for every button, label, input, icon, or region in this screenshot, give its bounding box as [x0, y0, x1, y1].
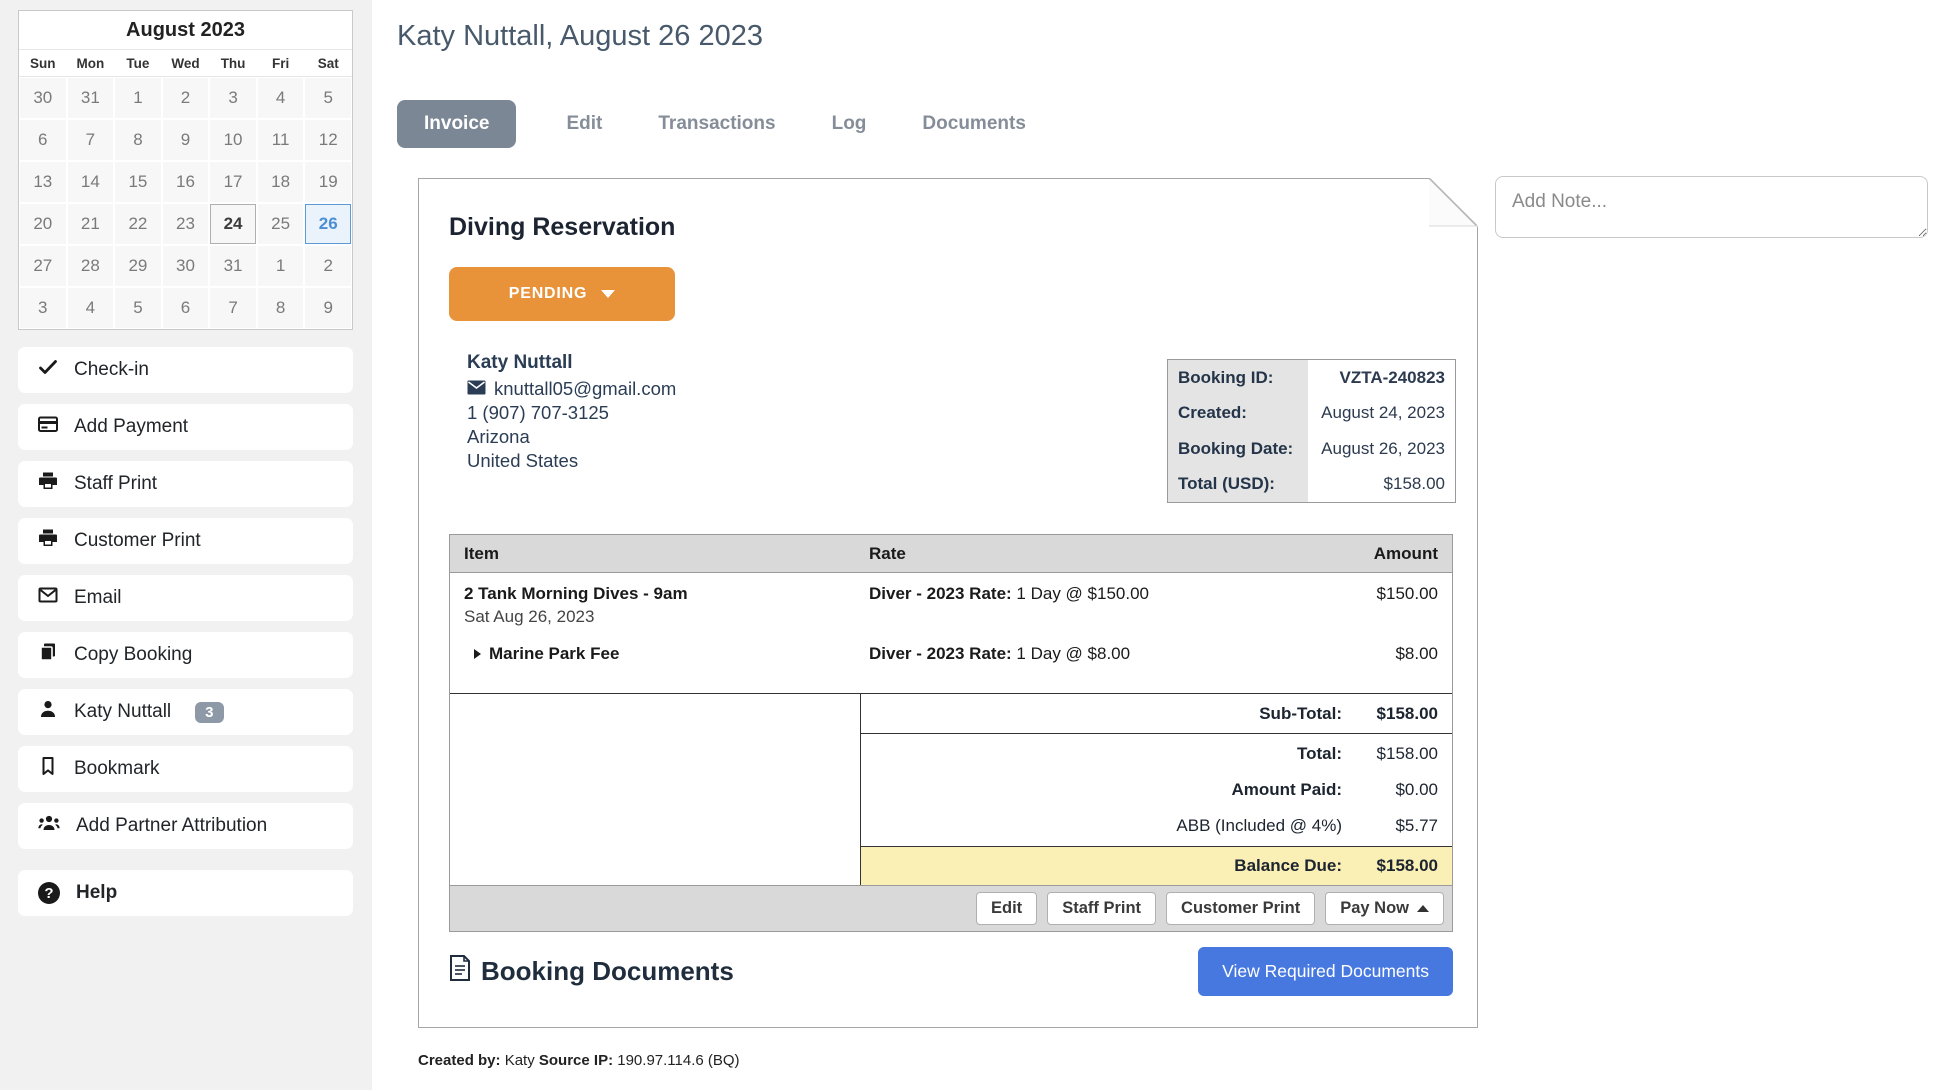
booking-documents-section	[449, 947, 1453, 996]
booking-info-row	[1168, 360, 1455, 396]
credit-card-icon	[38, 414, 58, 440]
rate-value: 1 Day @ $8.00	[1016, 644, 1131, 663]
question-icon: ?	[38, 882, 60, 904]
calendar-day[interactable]: 9	[305, 288, 351, 328]
calendar-day[interactable]: 7	[210, 288, 256, 328]
created-by-value: Katy	[504, 1052, 535, 1069]
calendar	[18, 10, 353, 330]
subtotal-label: Sub-Total:	[1259, 703, 1342, 723]
booking-id-value: VZTA-240823	[1339, 367, 1445, 387]
created-by-line	[418, 1052, 740, 1069]
document-icon	[449, 955, 471, 988]
calendar-day-selected[interactable]: 26	[305, 204, 351, 244]
source-ip-label: Source IP:	[538, 1052, 614, 1069]
check-icon	[38, 357, 58, 383]
copy-booking-button[interactable]	[18, 632, 353, 678]
tab-bar	[397, 100, 1032, 148]
item-amount: $8.00	[1395, 644, 1438, 663]
subtotal-value: $158.00	[1376, 703, 1438, 723]
total-row	[861, 736, 1452, 772]
totals-box	[860, 694, 1452, 885]
amount-paid-row	[861, 772, 1452, 808]
invoice-items-table	[449, 534, 1453, 932]
view-required-documents-button[interactable]: View Required Documents	[1198, 947, 1453, 996]
calendar-dayname: Sun	[30, 55, 56, 71]
table-row	[450, 635, 1452, 693]
booking-date-value: August 26, 2023	[1321, 438, 1445, 458]
calendar-dayname: Wed	[171, 55, 200, 71]
col-item: Item	[464, 543, 499, 563]
calendar-day[interactable]: 14	[68, 162, 114, 202]
amount-paid-value: $0.00	[1395, 780, 1438, 799]
customer-count-badge: 3	[195, 702, 223, 723]
booking-documents-heading-row	[449, 955, 734, 988]
calendar-day[interactable]: 16	[163, 162, 209, 202]
calendar-day[interactable]: 3	[20, 288, 66, 328]
pay-now-label: Pay Now	[1340, 899, 1409, 917]
folded-corner	[1429, 178, 1478, 227]
tab-transactions[interactable]: Transactions	[652, 100, 781, 148]
booking-documents-heading: Booking Documents	[481, 956, 734, 986]
booking-id-label: Booking ID:	[1168, 360, 1308, 396]
booking-date-label: Booking Date:	[1168, 431, 1308, 467]
status-label: PENDING	[508, 285, 588, 302]
calendar-dayname: Mon	[76, 55, 105, 71]
customer-country: United States	[467, 450, 579, 471]
calendar-day[interactable]: 7	[68, 120, 114, 160]
balance-due-value: $158.00	[1376, 856, 1438, 875]
total-label: Total:	[1296, 744, 1342, 763]
bookmark-button[interactable]	[18, 746, 353, 792]
sidebar-item-label: Staff Print	[74, 473, 158, 494]
add-note-input[interactable]	[1495, 176, 1928, 238]
calendar-day-today[interactable]: 24	[210, 204, 256, 244]
item-name: Marine Park Fee	[489, 644, 620, 663]
customer-print-action-button[interactable]: Customer Print	[1166, 892, 1315, 925]
staff-print-action-button[interactable]: Staff Print	[1047, 892, 1156, 925]
add-payment-button[interactable]	[18, 404, 353, 450]
item-amount: $150.00	[1376, 584, 1438, 603]
calendar-day[interactable]: 17	[210, 162, 256, 202]
calendar-day[interactable]: 29	[115, 246, 161, 286]
sidebar-item-label: Bookmark	[74, 758, 160, 779]
calendar-day[interactable]: 22	[115, 204, 161, 244]
calendar-dayname: Sat	[317, 55, 339, 71]
calendar-day[interactable]: 30	[163, 246, 209, 286]
rate-value: 1 Day @ $150.00	[1016, 584, 1149, 603]
item-name: 2 Tank Morning Dives - 9am	[464, 584, 688, 603]
calendar-day[interactable]: 5	[115, 288, 161, 328]
subtotal-row	[861, 694, 1452, 734]
source-ip-value: 190.97.114.6 (BQ)	[617, 1052, 740, 1069]
calendar-day[interactable]: 28	[68, 246, 114, 286]
calendar-day[interactable]: 9	[163, 120, 209, 160]
expand-caret-icon[interactable]	[474, 649, 481, 659]
booking-info-row	[1168, 467, 1455, 503]
check-in-button[interactable]	[18, 347, 353, 393]
totals-section	[450, 693, 1452, 885]
calendar-day[interactable]: 2	[163, 78, 209, 118]
page-title: Katy Nuttall, August 26 2023	[397, 20, 763, 52]
col-amount: Amount	[1373, 543, 1438, 563]
calendar-day[interactable]: 25	[258, 204, 304, 244]
booking-info-table	[1167, 359, 1456, 503]
calendar-day[interactable]: 10	[210, 120, 256, 160]
totals-middle	[861, 734, 1452, 847]
tab-edit[interactable]: Edit	[560, 100, 608, 148]
customer-profile-button[interactable]	[18, 689, 353, 735]
customer-print-button[interactable]	[18, 518, 353, 564]
add-partner-attribution-button[interactable]	[18, 803, 353, 849]
calendar-day[interactable]: 2	[305, 246, 351, 286]
amount-paid-label: Amount Paid:	[1231, 780, 1342, 799]
calendar-day[interactable]: 27	[20, 246, 66, 286]
tab-documents[interactable]: Documents	[916, 100, 1031, 148]
users-icon	[38, 813, 60, 839]
calendar-day[interactable]: 6	[20, 120, 66, 160]
calendar-day[interactable]: 19	[305, 162, 351, 202]
table-row	[450, 573, 1452, 635]
created-label: Created:	[1168, 396, 1308, 432]
calendar-day[interactable]: 6	[163, 288, 209, 328]
calendar-day[interactable]: 15	[115, 162, 161, 202]
calendar-day[interactable]: 12	[305, 120, 351, 160]
person-icon	[38, 699, 58, 725]
calendar-day[interactable]: 13	[20, 162, 66, 202]
calendar-grid	[19, 77, 352, 329]
chevron-up-icon	[1417, 905, 1429, 912]
tab-log[interactable]: Log	[826, 100, 873, 148]
sidebar-item-label: Email	[74, 587, 122, 608]
chevron-down-icon	[601, 290, 615, 298]
customer-phone: 1 (907) 707-3125	[467, 402, 609, 423]
customer-name: Katy Nuttall	[467, 352, 573, 373]
email-button[interactable]	[18, 575, 353, 621]
abb-label: ABB (Included @ 4%)	[1176, 816, 1342, 835]
total-usd-label: Total (USD):	[1168, 467, 1308, 503]
booking-info-row	[1168, 431, 1455, 467]
rate-label: Diver - 2023 Rate:	[869, 644, 1012, 663]
copy-icon	[38, 642, 58, 668]
balance-due-label: Balance Due:	[1234, 856, 1342, 875]
created-value: August 24, 2023	[1321, 403, 1445, 423]
calendar-day[interactable]: 1	[258, 246, 304, 286]
calendar-day[interactable]: 8	[258, 288, 304, 328]
calendar-dayname: Tue	[126, 55, 150, 71]
help-button[interactable]	[18, 870, 353, 916]
sidebar-item-label: Help	[76, 882, 118, 903]
invoice-actions-bar	[450, 885, 1452, 931]
calendar-day[interactable]: 31	[68, 78, 114, 118]
booking-info-row	[1168, 396, 1455, 432]
calendar-day[interactable]: 3	[210, 78, 256, 118]
sidebar-item-label: Add Partner Attribution	[76, 815, 268, 836]
sidebar-item-label: Customer Print	[74, 530, 201, 551]
pay-now-button[interactable]	[1325, 892, 1444, 925]
sidebar-item-label: Katy Nuttall	[74, 701, 172, 722]
note-box	[1495, 176, 1928, 243]
calendar-day[interactable]: 8	[115, 120, 161, 160]
customer-email: knuttall05@gmail.com	[494, 378, 677, 399]
status-dropdown-button[interactable]	[449, 267, 675, 321]
calendar-day[interactable]: 1	[115, 78, 161, 118]
calendar-day[interactable]: 4	[258, 78, 304, 118]
calendar-dayname: Fri	[272, 55, 290, 71]
tab-invoice[interactable]: Invoice	[397, 100, 516, 148]
calendar-day-names	[19, 49, 352, 77]
envelope-icon	[467, 377, 486, 401]
reservation-title: Diving Reservation	[449, 213, 676, 241]
calendar-day[interactable]: 31	[210, 246, 256, 286]
items-table-header	[450, 535, 1452, 573]
calendar-dayname: Thu	[220, 55, 246, 71]
sidebar-actions	[18, 347, 353, 927]
calendar-day[interactable]: 20	[20, 204, 66, 244]
invoice-panel	[418, 178, 1478, 1028]
calendar-day[interactable]: 23	[163, 204, 209, 244]
customer-info	[467, 351, 676, 473]
total-value: $158.00	[1376, 744, 1438, 763]
envelope-icon	[38, 585, 58, 611]
abb-row	[861, 808, 1452, 844]
customer-region: Arizona	[467, 426, 530, 447]
total-usd-value: $158.00	[1383, 474, 1445, 494]
calendar-day[interactable]: 11	[258, 120, 304, 160]
sidebar-item-label: Check-in	[74, 359, 149, 380]
totals-spacer	[450, 694, 860, 885]
balance-due-row	[861, 847, 1452, 885]
calendar-day[interactable]: 4	[68, 288, 114, 328]
bookmark-icon	[38, 756, 58, 782]
staff-print-button[interactable]	[18, 461, 353, 507]
sidebar-item-label: Add Payment	[74, 416, 189, 437]
printer-icon	[38, 528, 58, 554]
rate-label: Diver - 2023 Rate:	[869, 584, 1012, 603]
calendar-day[interactable]: 18	[258, 162, 304, 202]
calendar-day[interactable]: 21	[68, 204, 114, 244]
calendar-day[interactable]: 30	[20, 78, 66, 118]
edit-button[interactable]: Edit	[976, 892, 1037, 925]
printer-icon	[38, 471, 58, 497]
item-date: Sat Aug 26, 2023	[464, 607, 595, 626]
calendar-month-title: August 2023	[126, 19, 245, 41]
calendar-day[interactable]: 5	[305, 78, 351, 118]
sidebar-item-label: Copy Booking	[74, 644, 193, 665]
abb-value: $5.77	[1395, 816, 1438, 835]
created-by-label: Created by:	[418, 1052, 501, 1069]
col-rate: Rate	[869, 543, 906, 563]
